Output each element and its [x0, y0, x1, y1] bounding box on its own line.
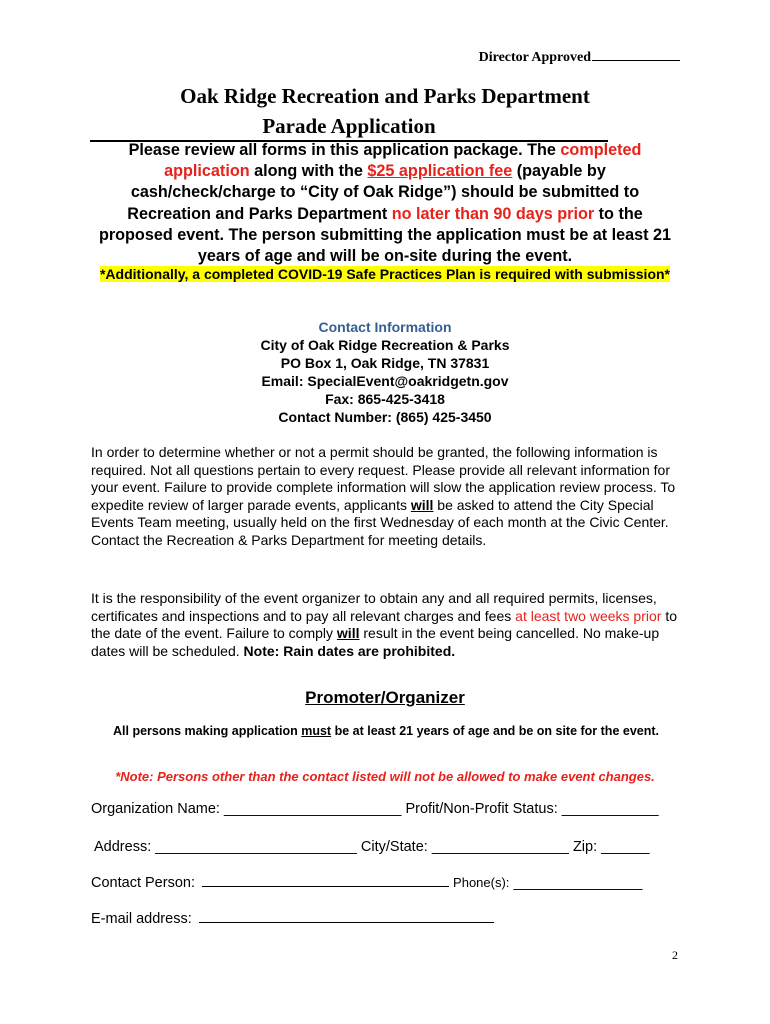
org-name-field[interactable]: ______________________ [223, 801, 402, 817]
org-row [91, 801, 659, 817]
address-row [94, 839, 650, 855]
para2-two-weeks: at least two weeks prior [515, 607, 662, 624]
intro-completed-application: completed application [164, 141, 642, 181]
intro-text-2: along with the [249, 162, 368, 181]
intro-application-fee: $25 application fee [367, 162, 513, 181]
para1-text-2: be asked to attend the City Special Events Team meeting, usually held on the first Wednesday of each month at the Civic Center. Contact the Recreation & Parks Department for meeting details. [91, 496, 669, 548]
page-number: 2 [672, 948, 678, 962]
address-field[interactable]: _________________________ [155, 839, 357, 855]
permit-info-paragraph [91, 444, 691, 549]
para2-will: will [336, 625, 360, 641]
page-subtitle: Parade Application [90, 113, 608, 142]
contact-address: PO Box 1, Oak Ridge, TN 37831 [280, 355, 490, 371]
para2-text-1: It is the responsibility of the event organizer to obtain any and all required permits, licenses, certificates and inspections and to pay all relevant charges and fees [91, 590, 657, 624]
covid-notice-text: *Additionally, a completed COVID-19 Safe Practices Plan is required with submission* [99, 266, 670, 282]
intro-text-4: to the proposed event. The person submitting the application must be at least 21 years of age and will be on-site during the event. [98, 204, 672, 266]
para2-text-2: to the date of the event. Failure to comply [91, 607, 678, 641]
covid-notice [90, 265, 680, 283]
director-signature-line[interactable] [592, 46, 680, 61]
email-label: E-mail address: [91, 911, 192, 927]
contact-fax: Fax: 865-425-3418 [325, 391, 445, 407]
intro-deadline: no later than 90 days prior [391, 204, 595, 223]
age-requirement [96, 718, 676, 744]
contact-person-label: Contact Person: [91, 875, 195, 891]
email-row [91, 910, 494, 927]
page-title: Oak Ridge Recreation and Parks Department [180, 84, 590, 108]
email-field[interactable] [199, 910, 494, 923]
age-must: must [301, 724, 332, 738]
phone-field[interactable]: ________________ [513, 875, 643, 891]
intro-paragraph [90, 140, 680, 267]
director-approved-label: Director Approved [478, 50, 591, 65]
changes-note: *Note: Persons other than the contact listed will not be allowed to make event changes. [115, 769, 655, 784]
responsibility-paragraph [91, 590, 691, 660]
para2-rain-note: Note: Rain dates are prohibited. [243, 642, 456, 659]
phone-label: Phone(s): [453, 875, 510, 890]
contact-email: Email: SpecialEvent@oakridgetn.gov [261, 373, 509, 389]
city-state-field[interactable]: _________________ [431, 839, 569, 855]
age-text-2: be at least 21 years of age and be on site for the event. [331, 724, 659, 738]
zip-label: Zip: [572, 839, 598, 855]
contact-org: City of Oak Ridge Recreation & Parks [260, 337, 510, 353]
intro-text-3: (payable by cash/check/charge to “City of Oak Ridge”) should be submitted to Recreation and Parks Department [127, 162, 640, 223]
profit-status-field[interactable]: ____________ [561, 801, 659, 817]
para1-will: will [410, 496, 434, 513]
para2-text-3: result in the event being cancelled. No make-up dates will be scheduled. [91, 625, 660, 659]
address-label: Address: [94, 839, 152, 855]
city-state-label: City/State: [360, 839, 428, 855]
zip-field[interactable]: ______ [601, 839, 650, 855]
promoter-heading: Promoter/Organizer [305, 688, 465, 707]
contact-phone: Contact Number: (865) 425-3450 [278, 409, 492, 425]
contact-row [91, 874, 642, 891]
contact-heading: Contact Information [318, 319, 452, 335]
age-text-1: All persons making application [113, 724, 302, 738]
org-name-label: Organization Name: [91, 801, 220, 817]
para1-text-1: In order to determine whether or not a permit should be granted, the following information is required. Not all questions pertain to every request. Please provide all relevant information for your event. Failure to provide complete information will slow the application review process. To expedite review of larger parade events, applicants [91, 444, 676, 513]
contact-information [0, 318, 770, 426]
profit-status-label: Profit/Non-Profit Status: [405, 801, 558, 817]
director-approved [479, 46, 680, 66]
contact-person-field[interactable] [202, 874, 449, 887]
intro-text-1: Please review all forms in this application package. The [128, 141, 561, 159]
